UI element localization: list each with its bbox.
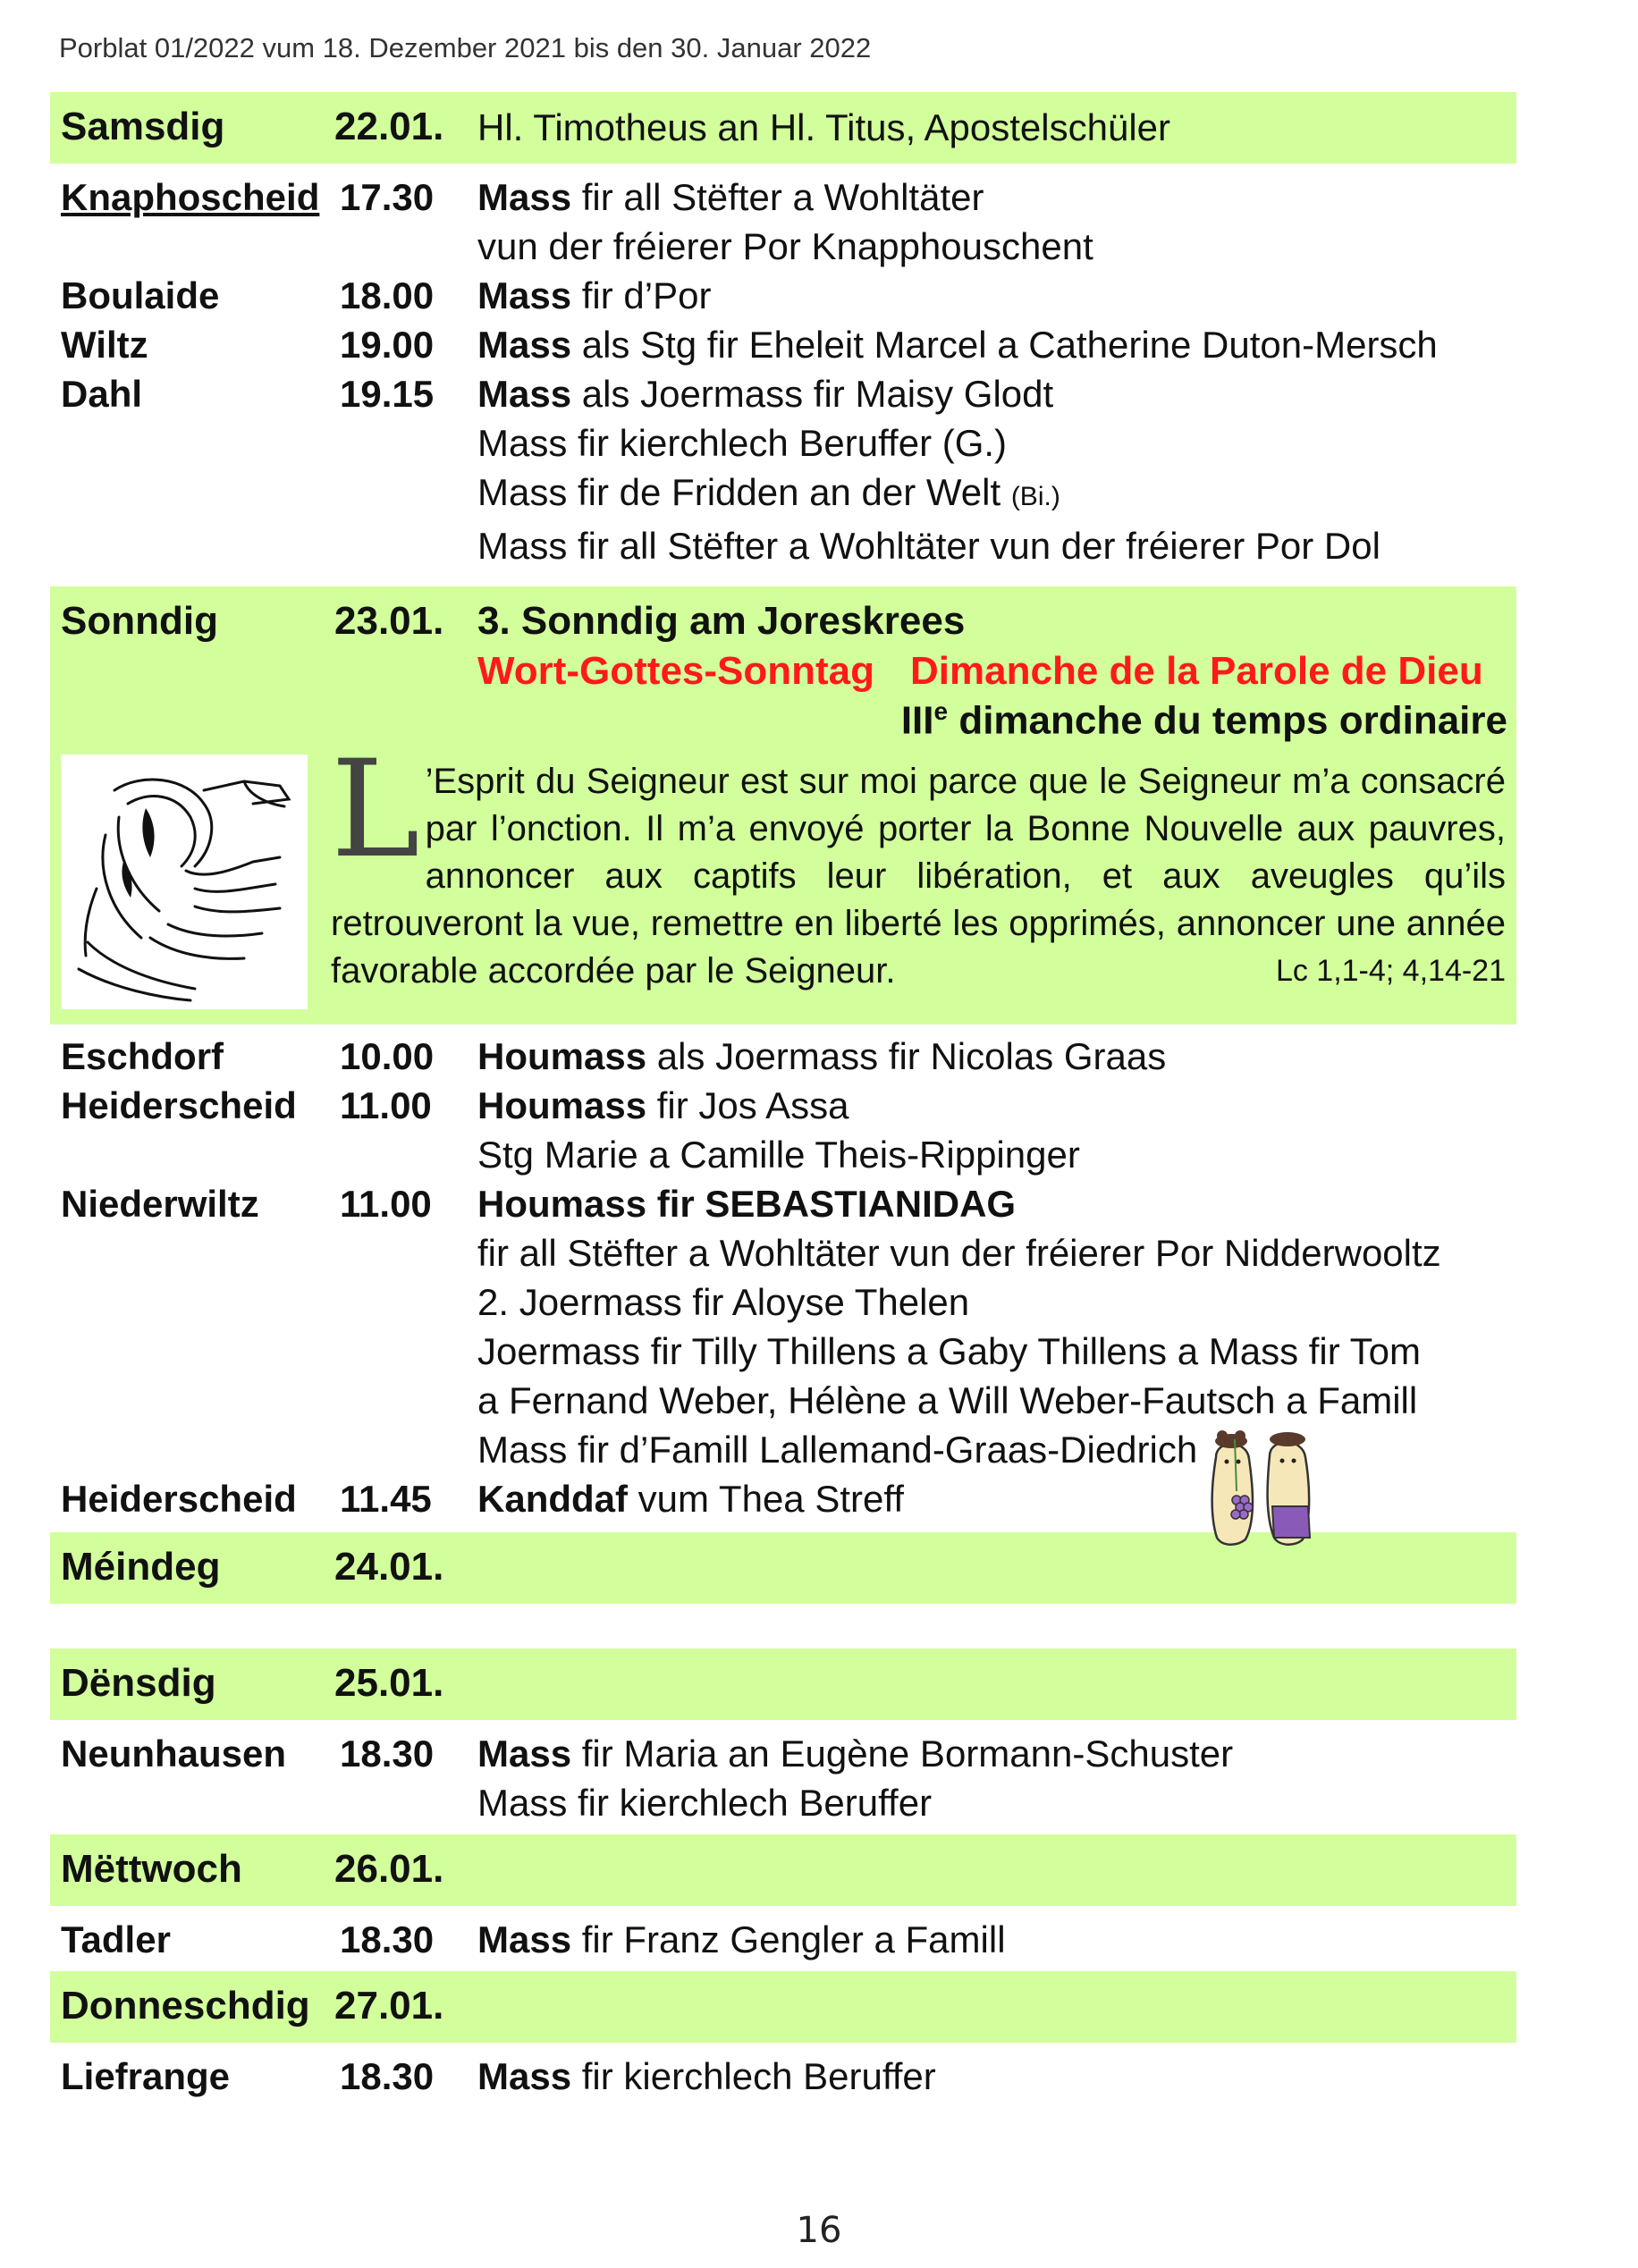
event-desc (477, 2052, 1516, 2101)
day-name: Samsdig (61, 105, 225, 148)
tuesday-events (50, 1729, 1516, 1834)
event-place: Heiderscheid (61, 1478, 297, 1520)
event-desc (477, 1081, 1516, 1130)
event-desc (477, 1032, 1516, 1081)
baptism-children-illustration (1203, 1421, 1323, 1551)
thursday-events (50, 2052, 1516, 2108)
event-continuation: Mass fir kierchlech Beruffer (G.) (477, 422, 1008, 464)
event-row (50, 173, 1516, 222)
event-time: 18.00 (340, 274, 435, 316)
day-bar-saturday (50, 92, 1516, 164)
event-keyword: Mass (477, 1918, 572, 1960)
event-continuation: Joermass fir Tilly Thillens a Gaby Thillens a Mass fir Tom (477, 1330, 1422, 1372)
event-desc (477, 173, 1516, 222)
day-name: Dënsdig (61, 1661, 216, 1705)
event-time: 17.30 (340, 176, 435, 218)
event-text: als Joermass fir Maisy Glodt (571, 373, 1054, 415)
day-date: 23.01. (334, 599, 444, 643)
day-bar-wednesday (50, 1834, 1516, 1906)
day-subtitle (477, 649, 1483, 694)
event-time: 18.30 (340, 1733, 435, 1775)
event-continuation: 2. Joermass fir Aloyse Thelen (477, 1281, 970, 1323)
event-keyword: Houmass fir SEBASTIANIDAG (477, 1183, 1017, 1225)
event-place: Niederwiltz (61, 1183, 259, 1225)
event-continuation: Mass fir d’Famill Lallemand-Graas-Diedrich (477, 1429, 1198, 1471)
wednesday-events (50, 1915, 1516, 1971)
event-desc (477, 320, 1516, 369)
event-text: fir kierchlech Beruffer (571, 2055, 936, 2097)
event-desc (477, 1915, 1516, 1964)
event-desc (477, 1474, 1516, 1523)
day-bar-thursday (50, 1971, 1516, 2043)
event-row (50, 1032, 1516, 1081)
event-place: Knaphoscheid (61, 176, 320, 218)
event-text: als Stg fir Eheleit Marcel a Catherine Duton-Mersch (571, 324, 1438, 366)
event-time: 11.45 (340, 1478, 432, 1520)
event-row (50, 320, 1516, 369)
event-row (50, 1729, 1516, 1778)
event-time: 18.30 (340, 2055, 435, 2097)
event-time: 18.30 (340, 1918, 435, 1960)
event-row (50, 1915, 1516, 1964)
children-icon (1203, 1421, 1323, 1551)
event-text: vum Thea Streff (628, 1478, 904, 1520)
day-date: 26.01. (334, 1847, 444, 1891)
event-keyword: Mass (477, 274, 572, 316)
event-keyword: Kanddaf (477, 1478, 628, 1520)
event-continuation: vun der fréierer Por Knapphouschent (477, 225, 1093, 267)
event-note: (Bi.) (1010, 482, 1060, 511)
event-continuation (50, 468, 1516, 521)
saturday-events (50, 173, 1516, 578)
event-text: fir Franz Gengler a Famill (571, 1918, 1006, 1960)
event-place: Wiltz (61, 324, 148, 366)
event-row (50, 271, 1516, 320)
roman-numeral: III (900, 698, 934, 743)
event-time: 19.15 (340, 373, 435, 415)
event-row (50, 1081, 1516, 1130)
event-continuation: Mass fir kierchlech Beruffer (477, 1782, 933, 1824)
gospel-quote (331, 732, 1506, 995)
event-place: Neunhausen (61, 1733, 287, 1775)
event-keyword: Mass (477, 2055, 572, 2097)
event-row (50, 369, 1516, 418)
day-name: Sonndig (61, 599, 218, 643)
gospel-text: ’Esprit du Seigneur est sur moi parce que le Seigneur m’a consacré par l’onction. Il m’a envoyé porter la Bonne Nouvelle aux pauvres, annoncer aux captifs leur libération, et aux aveugles qu’ils retrouveront la vue, remettre en liberté les opprimés, annoncer une année favorable accordée par le Seigneur. (331, 762, 1506, 991)
ordinal-suffix: e (933, 697, 949, 725)
day-title: 3. Sonndig am Joreskrees (477, 599, 966, 643)
event-text: als Joermass fir Nicolas Graas (646, 1035, 1167, 1077)
event-text: fir Jos Assa (646, 1084, 849, 1126)
subtitle-fr: Dimanche de la Parole de Dieu (910, 649, 1483, 693)
event-time: 11.00 (340, 1084, 432, 1126)
event-keyword: Mass (477, 324, 572, 366)
page-number: 16 (796, 2210, 842, 2251)
gospel-reference: Lc 1,1-4; 4,14-21 (1275, 954, 1506, 988)
event-text: fir all Stëfter a Wohltäter (571, 176, 984, 218)
day-name: Donneschdig (61, 1984, 310, 2028)
event-desc (477, 369, 1516, 418)
event-text: Mass fir de Fridden an der Welt (477, 471, 1011, 513)
day-date: 25.01. (334, 1661, 444, 1705)
day-name: Mëttwoch (61, 1847, 242, 1891)
day-bar-sunday (50, 586, 1516, 1024)
event-desc (477, 271, 1516, 320)
event-time: 19.00 (340, 324, 435, 366)
day-date: 22.01. (334, 105, 444, 148)
hands-sketch-icon (61, 755, 308, 1009)
event-row (50, 1179, 1516, 1228)
page-header: Porblat 01/2022 vum 18. Dezember 2021 bis den 30. Januar 2022 (59, 32, 872, 63)
drop-cap: L (331, 732, 420, 888)
event-desc (477, 1729, 1516, 1778)
event-time: 10.00 (340, 1035, 435, 1077)
event-continuation: a Fernand Weber, Hélène a Will Weber-Fautsch a Famill (477, 1379, 1418, 1421)
subtitle-de: Wort-Gottes-Sonntag (477, 649, 875, 693)
day-bar-tuesday (50, 1648, 1516, 1720)
day-subtitle-french (901, 697, 1507, 744)
event-desc (477, 1179, 1516, 1228)
event-place: Tadler (61, 1918, 171, 1960)
day-date: 24.01. (334, 1545, 444, 1589)
event-place: Eschdorf (61, 1035, 224, 1077)
event-keyword: Mass (477, 176, 572, 218)
event-continuation: Mass fir all Stëfter a Wohltäter vun der fréierer Por Dol (477, 525, 1380, 567)
event-row (50, 2052, 1516, 2101)
subtitle-rest: dimanche du temps ordinaire (948, 698, 1507, 743)
gospel-illustration (61, 755, 308, 1009)
event-text: fir Maria an Eugène Bormann-Schuster (571, 1733, 1234, 1775)
event-place: Dahl (61, 373, 143, 415)
event-continuation: Stg Marie a Camille Theis-Rippinger (477, 1134, 1080, 1176)
event-text: fir d’Por (571, 274, 712, 316)
event-continuation: fir all Stëfter a Wohltäter vun der fréierer Por Nidderwooltz (477, 1232, 1441, 1274)
event-keyword: Houmass (477, 1035, 647, 1077)
event-place: Heiderscheid (61, 1084, 297, 1126)
event-place: Liefrange (61, 2055, 231, 2097)
mass-schedule (50, 92, 1516, 2108)
event-place: Boulaide (61, 274, 220, 316)
day-date: 27.01. (334, 1984, 444, 2028)
event-keyword: Mass (477, 1733, 572, 1775)
event-keyword: Mass (477, 373, 572, 415)
event-keyword: Houmass (477, 1084, 647, 1126)
day-name: Méindeg (61, 1545, 221, 1589)
event-time: 11.00 (340, 1183, 432, 1225)
day-title: Hl. Timotheus an Hl. Titus, Apostelschüler (477, 106, 1171, 148)
